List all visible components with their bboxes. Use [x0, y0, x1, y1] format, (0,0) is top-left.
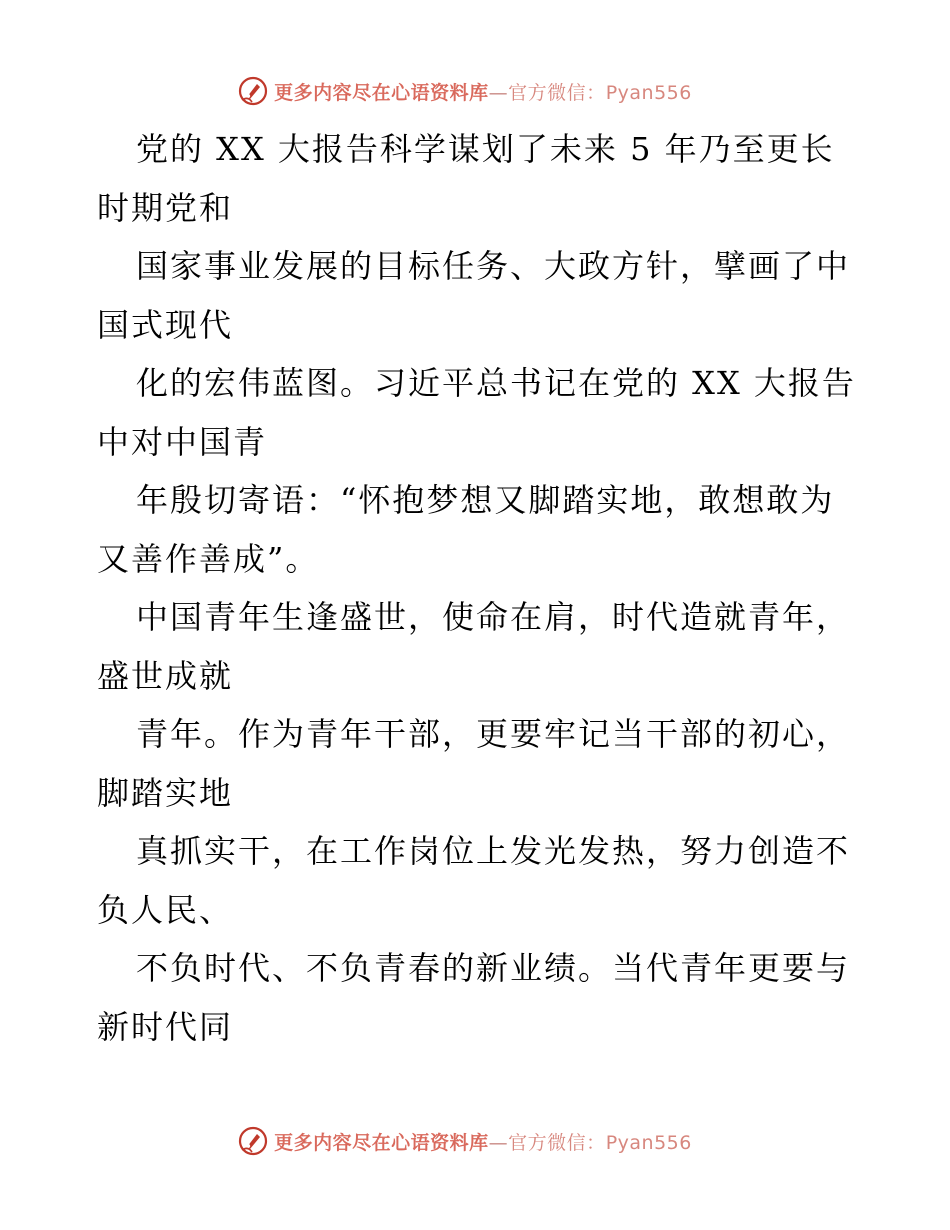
paragraph-line: 年殷切寄语：“怀抱梦想又脚踏实地，敢想敢为 — [136, 481, 835, 519]
paragraph-line: 负人民、 — [97, 890, 234, 929]
watermark-main: 更多内容尽在心语资料库 — [274, 81, 489, 104]
watermark-account: Pyan556 — [605, 81, 692, 104]
paragraph-line: 时期党和 — [97, 188, 234, 227]
paragraph-line: 国式现代 — [97, 305, 234, 344]
paragraph-line: 化的宏伟蓝图。习近平总书记在党的 XX 大报告 — [136, 364, 856, 402]
paragraph-line: 脚踏实地 — [97, 773, 234, 812]
header-watermark — [0, 71, 950, 111]
watermark-text — [274, 1128, 692, 1155]
watermark-main: 更多内容尽在心语资料库 — [274, 1131, 489, 1154]
paragraph-line: 党的 XX 大报告科学谋划了未来 5 年乃至更长 — [136, 130, 835, 168]
paragraph-line: 中国青年生逢盛世，使命在肩，时代造就青年， — [136, 598, 851, 636]
paragraph-line: 新时代同 — [97, 1007, 234, 1046]
pen-nib-circle-icon — [238, 1126, 268, 1156]
paragraph-line: 真抓实干，在工作岗位上发光发热，努力创造不 — [136, 832, 851, 870]
paragraph-line: 又善作善成”。 — [97, 539, 320, 578]
watermark-suffix: 官方微信： — [508, 81, 606, 104]
document-body — [97, 120, 857, 1056]
watermark-text — [274, 78, 692, 105]
pen-nib-circle-icon — [238, 76, 268, 106]
paragraph-line: 国家事业发展的目标任务、大政方针，擘画了中 — [136, 247, 851, 285]
watermark-suffix: 官方微信： — [508, 1131, 606, 1154]
footer-watermark — [0, 1121, 950, 1161]
watermark-dash: — — [488, 1131, 509, 1154]
watermark-dash: — — [488, 81, 509, 104]
paragraph-line: 中对中国青 — [97, 422, 268, 461]
paragraph-line: 不负时代、不负青春的新业绩。当代青年更要与 — [136, 949, 851, 987]
paragraph-line: 盛世成就 — [97, 656, 234, 695]
paragraph-line: 青年。作为青年干部，更要牢记当干部的初心， — [136, 715, 851, 753]
watermark-account: Pyan556 — [605, 1131, 692, 1154]
